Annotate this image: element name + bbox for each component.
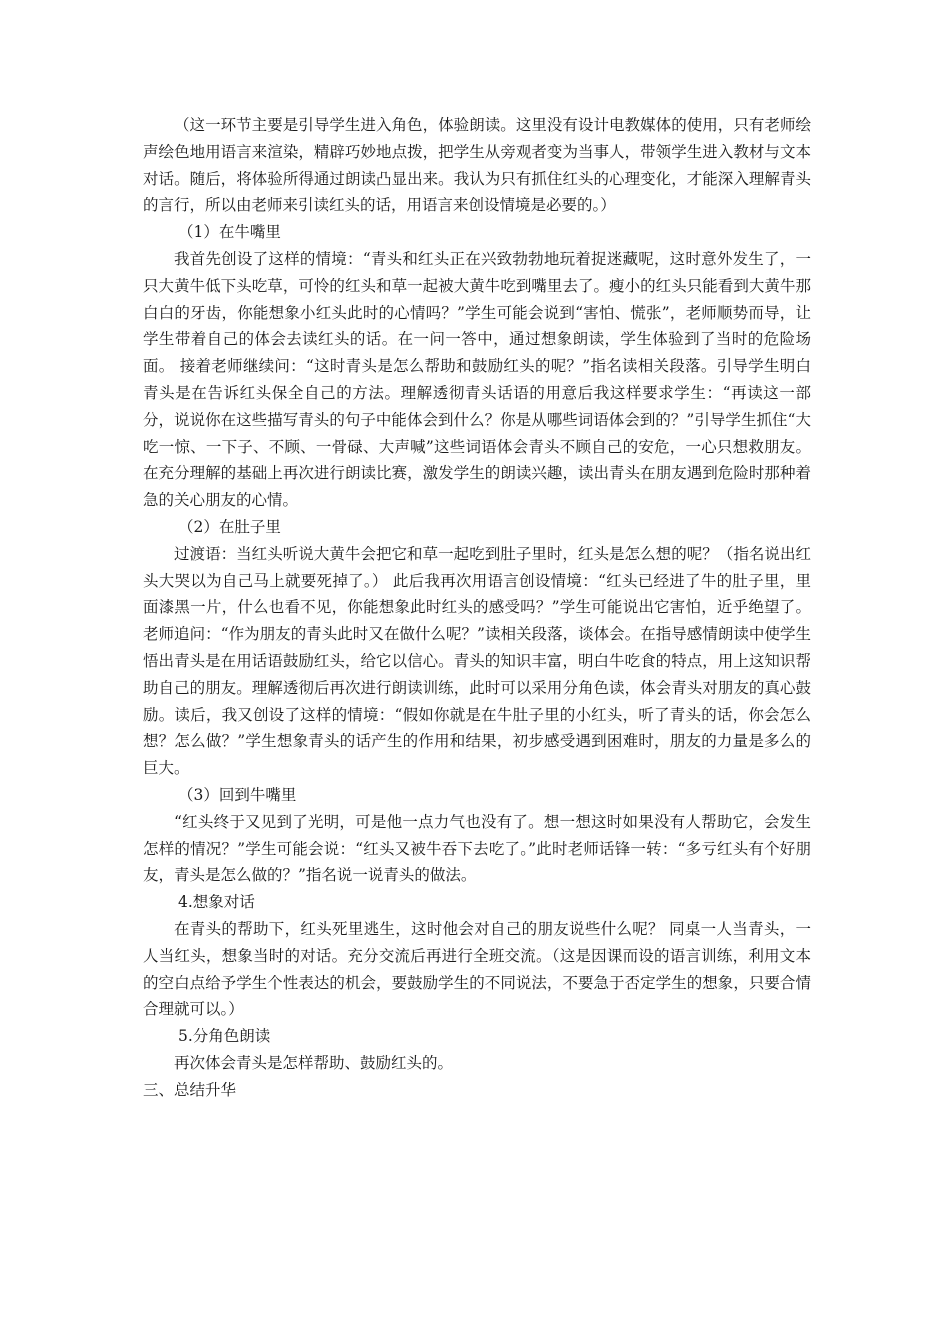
subheading-role-reading: 5.分角色朗读 [178,1027,271,1046]
paragraph-intro-note: （这一环节主要是引导学生进入角色，体验朗读。这里没有设计电教媒体的使用，只有老师绘声绘色地用语言来渲染，精辟巧妙地点拨，把学生从旁观者变为当事人，带领学生进入教材与文本对话。随后，将体验所得通过朗读凸显出来。我认为只有抓住红头的心理变化，才能深入理解青头的言行，所以由老师来引读红头的话，用语言来创设情境是必要的。） [143,116,811,215]
subheading-imagine-dialogue: 4.想象对话 [178,893,255,912]
subheading-back-to-mouth: （3）回到牛嘴里 [178,785,297,804]
paragraph-back-to-mouth: “红头终于又见到了光明，可是他一点力气也没有了。想一想这时如果没有人帮助它，会发生怎样的情况？”学生可能会说：“红头又被牛吞下去吃了。”此时老师话锋一转：“多亏红头有个好朋友，青头是怎么做的？”指名说一说青头的做法。 [143,812,811,885]
subheading-in-stomach: （2）在肚子里 [178,517,281,536]
paragraph-imagine-dialogue: 在青头的帮助下，红头死里逃生，这时他会对自己的朋友说些什么呢？ 同桌一人当青头，一人当红头，想象当时的对话。充分交流后再进行全班交流。（这是因课而设的语言训练，利用文本的空白点给予学生个性表达的机会，要鼓励学生的不同说法，不要急于否定学生的想象，只要合情合理就可以。） [143,919,811,1019]
paragraph-in-mouth: 我首先创设了这样的情境：“青头和红头正在兴致勃勃地玩着捉迷藏呢，这时意外发生了，一只大黄牛低下头吃草，可怜的红头和草一起被大黄牛吃到嘴里去了。瘦小的红头只能看到大黄牛那白白的牙齿，你能想象小红头此时的心情吗？”学生可能会说到“害怕、慌张”，老师顺势而导，让学生带着自己的体会去读红头的话。在一问一答中，通过想象朗读，学生体验到了当时的危险场面。 接着老师继续问：“这时青头是怎么帮助和鼓励红头的呢？”指名读相关段落。引导学生明白青头是在告诉红头保全自己的方法。理解透彻青头话语的用意后我这样要求学生：“再读这一部分，说说你在这些描写青头的句子中能体会到什么？你是从哪些词语体会到的？”引导学生抓住“大吃一惊、一下子、不顾、一骨碌、大声喊”这些词语体会青头不顾自己的安危，一心只想救朋友。在充分理解的基础上再次进行朗读比赛，激发学生的朗读兴趣，读出青头在朋友遇到危险时那种着急的关心朋友的心情。 [143,249,811,510]
section-heading-summary: 三、总结升华 [143,1080,237,1099]
paragraph-in-stomach: 过渡语：当红头听说大黄牛会把它和草一起吃到肚子里时，红头是怎么想的呢？（指名说出红头大哭以为自己马上就要死掉了。） 此后我再次用语言创设情境：“红头已经进了牛的肚子里，里面漆黑一片，什么也看不见，你能想象此时红头的感受吗？”学生可能说出它害怕，近乎绝望了。老师追问：“作为朋友的青头此时又在做什么呢？”读相关段落，谈体会。在指导感情朗读中使学生悟出青头是在用话语鼓励红头，给它以信心。青头的知识丰富，明白牛吃食的特点，用上这知识帮助自己的朋友。理解透彻后再次进行朗读训练，此时可以采用分角色读，体会青头对朋友的真心鼓励。读后，我又创设了这样的情境：“假如你就是在牛肚子里的小红头，听了青头的话，你会怎么想？怎么做？”学生想象青头的话产生的作用和结果，初步感受遇到困难时，朋友的力量是多么的巨大。 [143,544,811,778]
document-page [143,112,811,1103]
paragraph-role-reading: 再次体会青头是怎样帮助、鼓励红头的。 [174,1053,454,1072]
subheading-in-mouth: （1）在牛嘴里 [178,223,281,242]
